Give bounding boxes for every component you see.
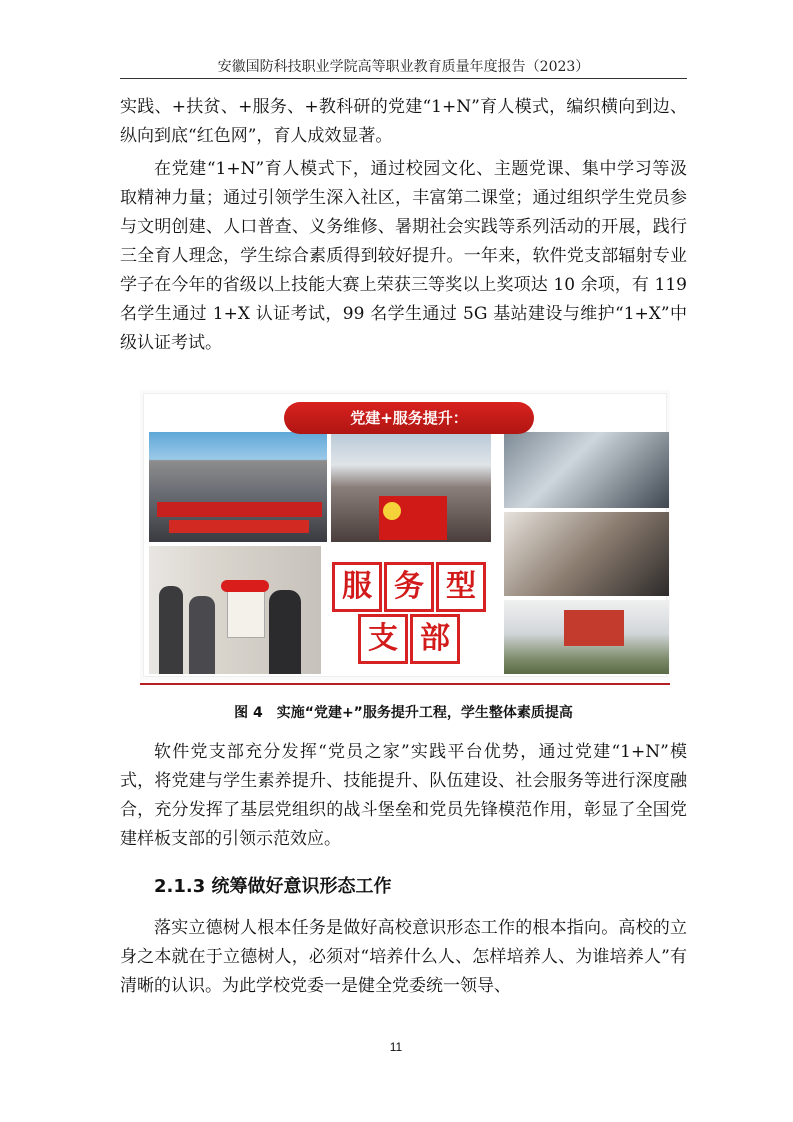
photo-outdoor-service bbox=[504, 600, 669, 674]
figure-rule bbox=[140, 683, 670, 685]
tile-char: 型 bbox=[436, 562, 486, 612]
tile-char: 务 bbox=[384, 562, 434, 612]
figure-frame bbox=[143, 393, 667, 677]
photo-ribbon bbox=[221, 580, 269, 592]
photo-person bbox=[189, 596, 215, 674]
tile-char: 服 bbox=[332, 562, 382, 612]
service-branch-tiles bbox=[330, 554, 490, 664]
party-flag bbox=[379, 496, 447, 540]
page-number: 11 bbox=[389, 1040, 403, 1054]
tile-char: 部 bbox=[410, 614, 460, 664]
photo-person bbox=[269, 590, 301, 674]
photo-banner-red bbox=[157, 502, 322, 517]
photo-plaque-unveiling bbox=[149, 546, 321, 674]
photo-banner-red-2 bbox=[169, 520, 309, 533]
section-heading: 2.1.3 统筹做好意识形态工作 bbox=[154, 876, 392, 897]
paragraph-2: 在党建“1+N”育人模式下，通过校园文化、主题党课、集中学习等汲取精神力量；通过引领学生深入社区，丰富第二课堂；通过组织学生党员参与文明创建、人口普查、义务维修、暑期社会实践等系列活动的开展，践行三全育人理念，学生综合素质得到较好提升。一年来，软件党支部辐射专业学子在今年的省级以上技能大赛上荣获三等奖以上奖项达 10 余项，有 119 名学生通过 1+X 认证考试，99 名学生通过 5G 基站建设与维护“1+X”中级认证考试。 bbox=[120, 159, 687, 353]
paragraph-1: 实践、+扶贫、+服务、+教科研的党建“1+N”育人模式，编织横向到边、纵向到底“红色网”，育人成效显著。 bbox=[120, 97, 687, 146]
photo-students-laptops bbox=[504, 512, 669, 596]
report-title: 安徽国防科技职业学院高等职业教育质量年度报告（2023） bbox=[217, 59, 590, 75]
photo-plaque bbox=[227, 586, 265, 638]
photo-person bbox=[159, 586, 183, 674]
photo-computer-repair bbox=[504, 432, 669, 508]
paragraph-4: 落实立德树人根本任务是做好高校意识形态工作的根本指向。高校的立身之本就在于立德树人，必须对“培养什么人、怎样培养人、为谁培养人”有清晰的认识。为此学校党委一是健全党委统一领导、 bbox=[120, 918, 687, 996]
photo-party-flag-group bbox=[331, 432, 491, 542]
party-emblem-icon bbox=[383, 502, 401, 520]
tile-char: 支 bbox=[358, 614, 408, 664]
photo-group-event bbox=[149, 432, 327, 542]
header-rule bbox=[120, 78, 687, 79]
figure-4 bbox=[140, 390, 670, 680]
figure-caption: 图 4 实施“党建+”服务提升工程，学生整体素质提高 bbox=[234, 705, 573, 721]
photo-building bbox=[564, 610, 624, 646]
figure-banner: 党建+服务提升： bbox=[284, 402, 534, 434]
paragraph-3: 软件党支部充分发挥“党员之家”实践平台优势，通过党建“1+N”模式，将党建与学生素养提升、技能提升、队伍建设、社会服务等进行深度融合，充分发挥了基层党组织的战斗堡垒和党员先锋模范作用，彰显了全国党建样板支部的引领示范效应。 bbox=[120, 742, 687, 849]
